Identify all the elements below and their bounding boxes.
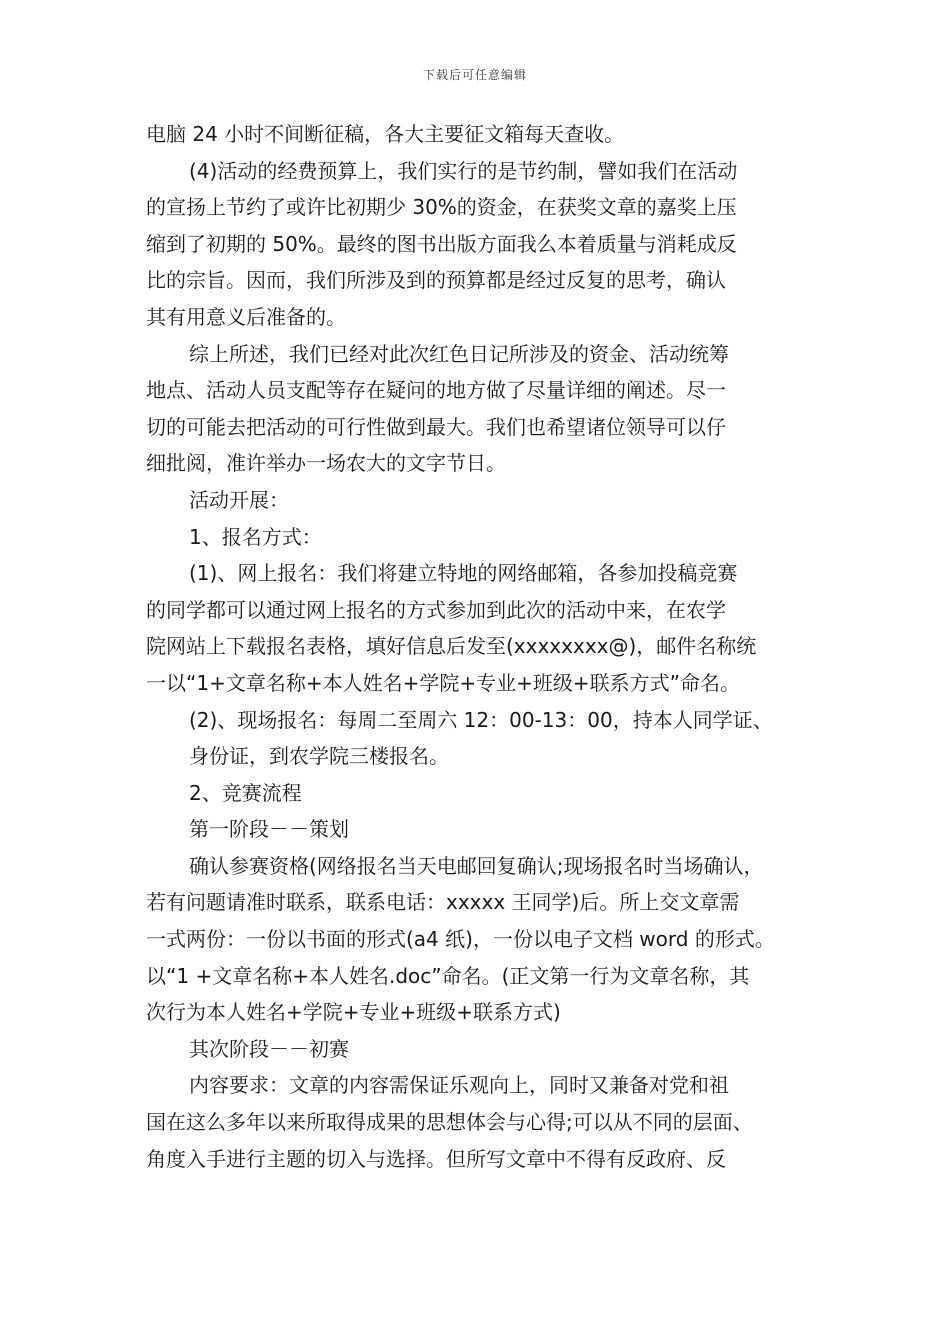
text-line: 次行为本人姓名+学院+专业+班级+联系方式) (146, 1000, 561, 1025)
section-heading: 第一阶段－－策划 (189, 817, 349, 842)
text-line: 一式两份：一份以书面的形式(a4 纸)，一份以电子文档 word 的形式。 (146, 927, 775, 952)
section-heading: 其次阶段－－初赛 (189, 1036, 349, 1061)
section-heading: 2、竞赛流程 (189, 780, 302, 805)
text-line: (2)、现场报名：每周二至周六 12：00-13：00，持本人同学证、 (189, 707, 773, 732)
section-heading: 活动开展： (189, 487, 289, 512)
text-line: 若有问题请准时联系，联系电话：xxxxx 王同学)后。所上交文章需 (146, 890, 740, 915)
text-line: 切的可能去把活动的可行性做到最大。我们也希望诸位领导可以仔 (146, 414, 726, 439)
text-line: 地点、活动人员支配等存在疑问的地方做了尽量详细的阐述。尽一 (146, 378, 726, 403)
text-line: 电脑 24 小时不间断征稿，各大主要征文箱每天查收。 (146, 122, 625, 146)
text-line: 的宣扬上节约了或许比初期少 30%的资金，在获奖文章的嘉奖上压 (146, 195, 737, 220)
text-line: 以“1 +文章名称+本人姓名.doc”命名。(正文第一行为文章名称，其 (146, 963, 750, 988)
text-line: 内容要求：文章的内容需保证乐观向上，同时又兼备对党和祖 (189, 1073, 729, 1098)
text-line: (4)活动的经费预算上，我们实行的是节约制，譬如我们在活动 (189, 158, 738, 183)
text-line: 比的宗旨。因而，我们所涉及到的预算都是经过反复的思考，确认 (146, 268, 726, 293)
text-line: (1)、网上报名：我们将建立特地的网络邮箱，各参加投稿竞赛 (189, 561, 738, 586)
text-line: 确认参赛资格(网络报名当天电邮回复确认;现场报名时当场确认， (189, 853, 764, 878)
text-line: 的同学都可以通过网上报名的方式参加到此次的活动中来，在农学 (146, 597, 726, 622)
text-line: 细批阅，准许举办一场农大的文字节日。 (146, 451, 506, 476)
text-line: 国在这么多年以来所取得成果的思想体会与心得;可以从不同的层面、 (146, 1110, 753, 1135)
text-line: 其有用意义后准备的。 (146, 304, 346, 329)
text-line: 综上所述，我们已经对此次红色日记所涉及的资金、活动统筹 (189, 341, 729, 366)
text-line: 角度入手进行主题的切入与选择。但所写文章中不得有反政府、反 (146, 1146, 726, 1171)
section-heading: 1、报名方式： (189, 524, 322, 549)
text-line: 身份证，到农学院三楼报名。 (189, 744, 449, 769)
text-line: 一以“1+文章名称+本人姓名+学院+专业+班级+联系方式”命名。 (146, 670, 740, 695)
text-line: 缩到了初期的 50%。最终的图书出版方面我么本着质量与消耗成反 (146, 231, 737, 256)
page-header: 下载后可任意编辑 (422, 68, 527, 82)
document-body (146, 116, 816, 1177)
text-line: 院网站上下载报名表格，填好信息后发至(xxxxxxxx@)，邮件名称统 (146, 634, 757, 659)
